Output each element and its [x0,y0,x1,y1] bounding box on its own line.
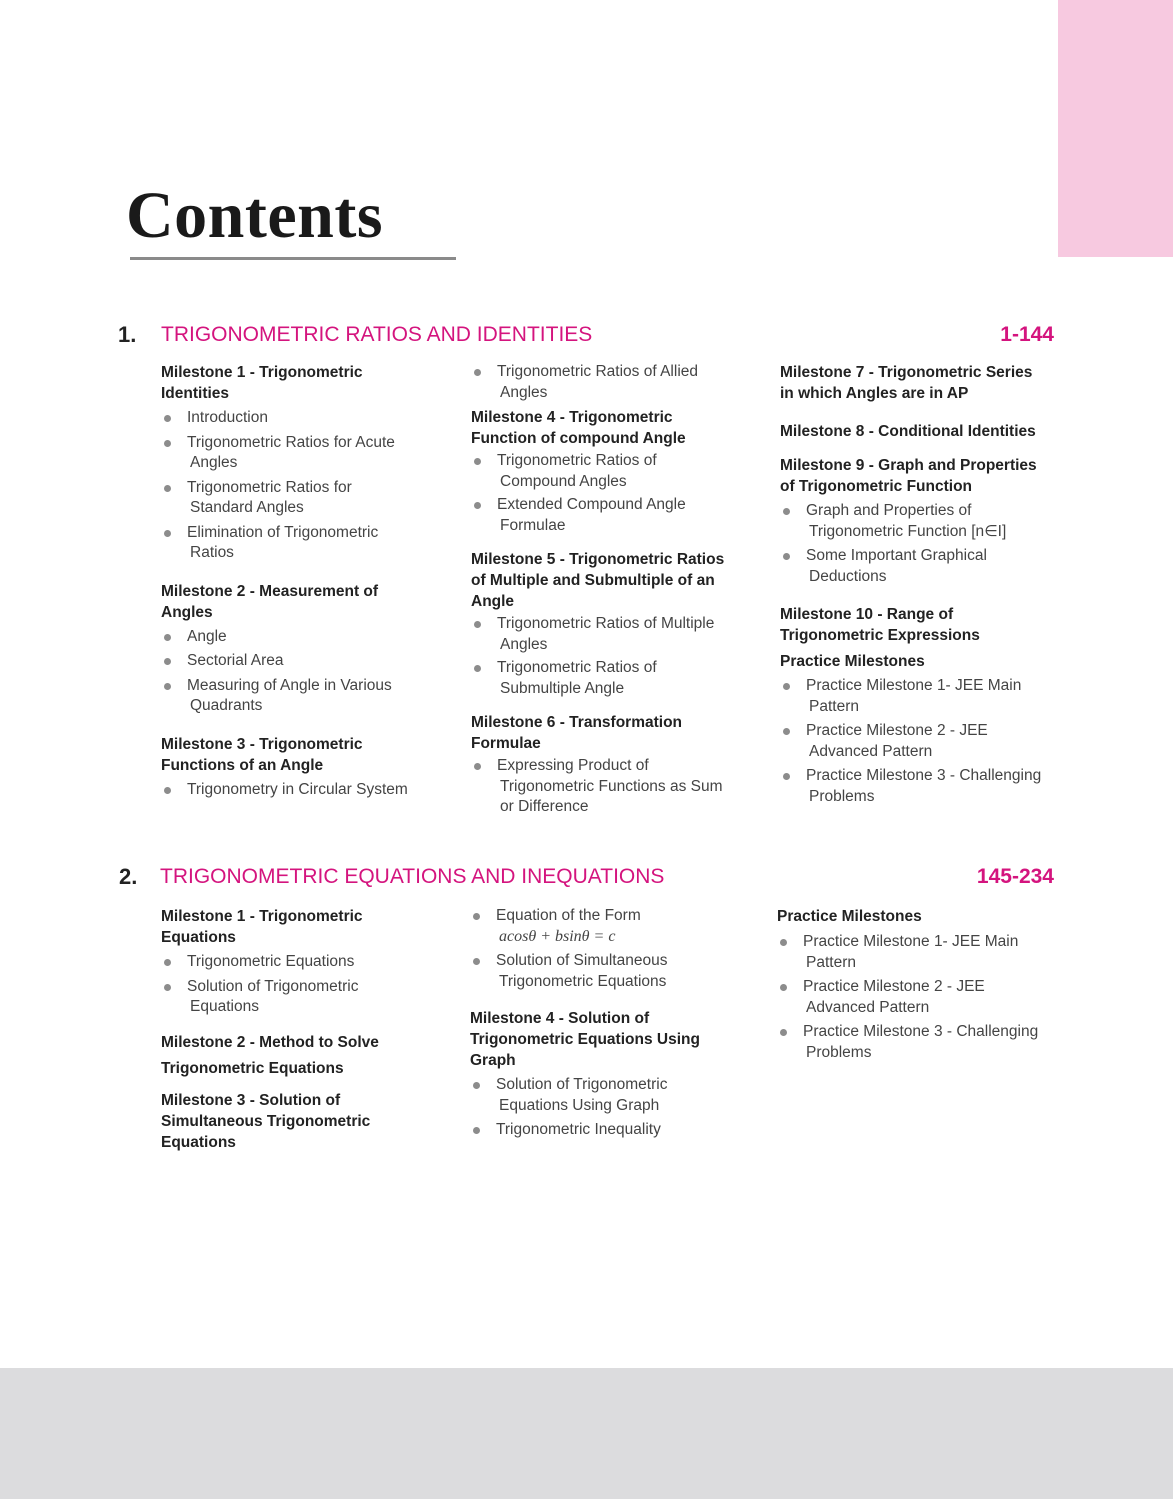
list-item[interactable]: Some Important Graphical Deductions [780,546,1055,587]
milestone-7-heading[interactable]: Milestone 7 - Trigonometric Series in which Angles are in AP [780,364,1033,402]
bullet-icon [474,369,481,376]
chapter-2-column-2 [470,906,760,1141]
chapter-1-column-1 [161,362,451,800]
corner-tab [1058,0,1173,257]
bullet-icon [780,1029,787,1036]
list-item[interactable]: Expressing Product of Trigonometric Functions as Sum or Difference [471,756,761,818]
bullet-icon [164,658,171,665]
milestone-2-heading[interactable]: Milestone 2 - Method to Solve Trigonometric Equations [161,1033,379,1077]
bullet-icon [473,958,480,965]
bullet-icon [474,665,481,672]
list-item[interactable]: Practice Milestone 2 - JEE Advanced Pattern [780,721,1055,762]
milestone-4-heading[interactable]: Milestone 4 - Solution of Trigonometric Equations Using Graph [470,1010,700,1069]
milestone-2-heading[interactable]: Milestone 2 - Measurement of Angles [161,582,379,621]
bullet-icon [780,984,787,991]
bullet-icon [473,1082,480,1089]
bullet-icon [473,913,480,920]
bullet-icon [783,553,790,560]
bullet-icon [164,683,171,690]
list-item[interactable]: Solution of Trigonometric Equations Using Graph [470,1075,760,1116]
milestone-3-heading[interactable]: Milestone 3 - Trigonometric Functions of an Angle [161,735,363,774]
bullet-icon [164,530,171,537]
list-item[interactable]: Graph and Properties of Trigonometric Function [n∈I] [780,501,1055,542]
milestone-6-heading[interactable]: Milestone 6 - Transformation Formulae [471,714,683,752]
bullet-icon [164,440,171,447]
bullet-icon [164,787,171,794]
list-item[interactable]: Introduction [161,408,451,429]
bullet-icon [164,485,171,492]
footer-band [0,1368,1173,1499]
list-item[interactable]: Extended Compound Angle Formulae [471,495,761,536]
chapter-2-pages: 145-234 [976,865,1054,888]
milestone-5-heading[interactable]: Milestone 5 - Trigonometric Ratios of Multiple and Submultiple of an Angle [471,551,725,610]
bullet-icon [474,763,481,770]
bullet-icon [474,621,481,628]
list-item[interactable]: Trigonometric Ratios for Standard Angles [161,478,451,519]
bullet-icon [164,959,171,966]
list-item[interactable]: Practice Milestone 3 - Challenging Problems [780,766,1055,807]
list-item[interactable]: Solution of Simultaneous Trigonometric Equations [470,951,760,992]
milestone-1-heading[interactable]: Milestone 1 - Trigonometric Equations [161,908,363,946]
chapter-1-number: 1. [118,322,137,347]
list-item[interactable]: Measuring of Angle in Various Quadrants [161,676,451,717]
chapter-1-column-2 [471,362,761,818]
milestone-1-heading[interactable]: Milestone 1 - Trigonometric Identities [161,364,363,402]
bullet-icon [783,728,790,735]
bullet-icon [164,634,171,641]
list-item[interactable]: Equation of the Form acosθ + bsinθ = c [470,906,760,947]
list-item[interactable]: Practice Milestone 2 - JEE Advanced Pattern [777,977,1055,1018]
bullet-icon [164,984,171,991]
list-item[interactable]: Practice Milestone 3 - Challenging Problems [777,1022,1055,1063]
chapter-1-pages: 1-144 [1000,323,1054,346]
list-item[interactable]: Elimination of Trigonometric Ratios [161,523,451,564]
list-item[interactable]: Trigonometric Ratios for Acute Angles [161,433,451,474]
bullet-icon [783,683,790,690]
bullet-icon [474,458,481,465]
list-item[interactable]: Trigonometric Inequality [470,1120,760,1141]
page-title: Contents [126,179,384,252]
milestone-3-heading[interactable]: Milestone 3 - Solution of Simultaneous Trigonometric Equations [161,1091,371,1151]
list-item[interactable]: Trigonometric Equations [161,952,451,973]
chapter-2-column-3 [777,906,1055,1063]
chapter-2-column-1 [161,906,451,1153]
milestone-10-heading[interactable]: Milestone 10 - Range of Trigonometric Expressions [780,606,980,644]
bullet-icon [474,502,481,509]
bullet-icon [473,1127,480,1134]
milestone-8-heading[interactable]: Milestone 8 - Conditional Identities [780,423,1036,440]
list-item[interactable]: Trigonometry in Circular System [161,780,451,801]
bullet-icon [164,415,171,422]
list-item[interactable]: Trigonometric Ratios of Submultiple Angle [471,658,761,699]
chapter-1-title[interactable]: TRIGONOMETRIC RATIOS AND IDENTITIES [161,323,593,346]
bullet-icon [783,773,790,780]
list-item[interactable]: Practice Milestone 1- JEE Main Pattern [780,676,1055,717]
list-item[interactable]: Angle [161,627,451,648]
title-underline [130,257,456,260]
list-item[interactable]: Sectorial Area [161,651,451,672]
list-item[interactable]: Trigonometric Ratios of Allied Angles [471,362,761,403]
list-item[interactable]: Solution of Trigonometric Equations [161,977,451,1018]
chapter-1-column-3 [780,362,1055,807]
bullet-icon [783,508,790,515]
milestone-4-heading[interactable]: Milestone 4 - Trigonometric Function of compound Angle [471,409,686,447]
milestone-9-heading[interactable]: Milestone 9 - Graph and Properties of Trigonometric Function [780,457,1037,495]
list-item[interactable]: Practice Milestone 1- JEE Main Pattern [777,932,1055,973]
bullet-icon [780,939,787,946]
list-item[interactable]: Trigonometric Ratios of Compound Angles [471,451,761,492]
chapter-2-number: 2. [119,864,138,889]
chapter-2-title[interactable]: TRIGONOMETRIC EQUATIONS AND INEQUATIONS [160,865,665,888]
list-item[interactable]: Trigonometric Ratios of Multiple Angles [471,614,761,655]
practice-milestones-heading[interactable]: Practice Milestones [780,653,925,670]
practice-milestones-heading[interactable]: Practice Milestones [777,908,922,925]
